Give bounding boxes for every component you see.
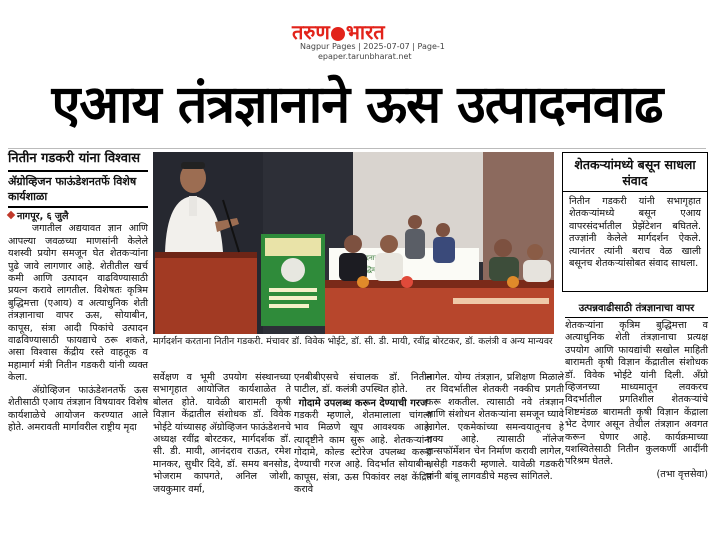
article-column-1 xyxy=(8,150,148,434)
section-subhead-2: उत्पन्नवाढीसाठी तंत्रज्ञानाचा वापर xyxy=(578,303,695,314)
photo-caption: मार्गदर्शन करताना नितीन गडकरी. मंचावर डॉ. विवेक भोईटे, डॉ. सी. डी. मायी, रवींद्र बोरटकर, डॉ. कलंत्री व अन्य मान्यवर xyxy=(153,336,553,347)
divider xyxy=(8,206,148,208)
article-column-2: सर्वेक्षण व भूमी उपयोग संस्थानच्या सभागृहात आयोजित कार्यशाळेत ते बोलत होते. यावेळी बारामती कृषी विज्ञान केंद्रातील संशोधक डॉ. विवेक भोईटे यांच्यासह ॲग्रोव्हिजन फाऊंडेशनचे अध्यक्ष रवींद्र बोरटकर, मार्गदर्शक डॉ. सी. डी. मायी, आनंदराव राऊत, रमेश मानकर, सुधीर दिवे, डॉ. समय बनसोड, भोजराम कापगते, अनिल जोशी, जयकुमार वर्मा, xyxy=(153,372,291,495)
divider xyxy=(8,170,148,172)
masthead xyxy=(0,0,712,62)
site-link[interactable]: epaper.tarunbharat.net xyxy=(318,52,412,61)
event-photo-illustration xyxy=(153,152,554,334)
logo-right: भारत xyxy=(345,20,385,44)
column-5-body: शेतकऱ्यांना कृत्रिम बुद्धिमत्ता व अत्याधुनिक शेती तंत्रज्ञानाचा प्रत्यक्ष उपयोग आणि फायद्यांची सखोल माहिती बारामती कृषी विज्ञान केंद्रातील संशोधक डॉ. विवेक भोईटे यांनी दिली. अँग्रो व्हिजनच्या माध्यमातून लवकरच विदर्भातील प्रगतिशील शेतकऱ्यांचे शिष्टमंडळ बारामती कृषी विज्ञान केंद्राला भेट देणार असून तेथील तंत्रज्ञान अवगत करून घेणार आहे. कार्यक्रमाच्या यशस्वितेसाठी नितीन कुलकर्णी आदींनी परिश्रम घेतले. xyxy=(565,320,708,468)
logo-left: तरुण xyxy=(292,20,330,44)
paragraph-2: ॲग्रोव्हिजन फाऊंडेशनतर्फे ऊस शेतीसाठी एआय तंत्रज्ञान विषयावर विशेष कार्यशाळेचे आयोजन करण्यात आले होते. अमरावती मार्गावरील राष्ट्रीय मृदा xyxy=(8,384,148,433)
banner-text-2: बुद्धिमत्ता xyxy=(360,266,383,274)
event-photo xyxy=(153,152,554,334)
article-column-4: लागेल. योग्य तंत्रज्ञान, प्रशिक्षण मिळाले तर विदर्भातील शेतकरी नक्कीच प्रगती करू शकतील. त्यासाठी नवे तंत्रज्ञान आणि संशोधन शेतकऱ्यांना समजून घ्यावे लागेल. एकमेकांच्या समन्वयातूनच हे शक्य आहे. त्यासाठी नॉलेज ट्रान्सफॉर्मेशन चेन निर्माण करावी लागेल, असेही गडकरी म्हणाले. यावेळी गडकरी यांनी बांबू लागवडीचे महत्त्व सांगितले. xyxy=(426,372,564,483)
banner-text-1: उत्पादनाच्या xyxy=(353,254,384,262)
sidebar-title: शेतकऱ्यांमध्ये बसून साधला संवाद xyxy=(563,153,707,192)
divider xyxy=(565,317,708,318)
article-body xyxy=(8,211,148,434)
column-3-intro: एनबीबीएसचे संचालक डॉ. नितीन पाटील, डॉ. कलंत्री उपस्थित होते. xyxy=(294,372,432,396)
subheadline-secondary: ॲग्रोव्हिजन फाऊंडेशनतर्फे विशेष कार्यशाळा xyxy=(8,175,137,203)
dateline: नागपूर, ६ जुलै xyxy=(8,211,69,222)
sidebar-box xyxy=(562,152,708,292)
column-3-body: गडकरी म्हणाले, शेतमालाला चांगला भाव मिळणे खूप आवश्यक आहे. त्यादृष्टीने काम सुरू आहे. शेतकऱ्यांना गोदामे, कोल्ड स्टोरेज उपलब्ध करून देण्याची गरज आहे. विदर्भात सोयाबीन, कापूस, संत्रा, ऊस पिकांवर लक्ष केंद्रित करावे xyxy=(294,409,432,496)
article-column-5 xyxy=(565,302,708,481)
page-info: Nagpur Pages | 2025-07-07 | Page-1 xyxy=(300,42,445,51)
article-column-3 xyxy=(294,372,432,497)
page-title: एआय तंत्रज्ञानाने ऊस उत्पादनवाढ xyxy=(51,74,663,135)
newspaper-logo[interactable] xyxy=(292,18,385,45)
headline-area xyxy=(8,66,706,149)
paragraph-1: जगातील अद्ययावत ज्ञान आणि आपल्या जवळच्या माणसांनी केलेले यशस्वी प्रयोग समजून घेत शेतकऱ्यांना पुढे जावे लागणार आहे. शेतीतील खर्च कमी आणि उत्पादन वाढविण्यासाठी प्रयत्न करावे लागतील. विशेषतः कृत्रिम बुद्धिमत्ता (एआय) व अत्याधुनिक शेती तंत्रज्ञानाचा वापर ऊस, सोयाबीन, कापूस, संत्रा आदी पिकांचे उत्पादन वाढविण्यासाठी फायद्याचे ठरू शकते, असा विश्वास केंद्रीय रस्ते वाहतूक व महामार्ग मंत्री नितीन गडकरी यांनी व्यक्त केला. xyxy=(8,223,148,384)
signoff: (तभा वृत्तसेवा) xyxy=(656,468,708,480)
logo-dot-icon xyxy=(331,27,345,41)
sidebar-body: नितीन गडकरी यांनी सभागृहात शेतकऱ्यांमध्ये बसून एआय वापरसंदर्भातील प्रेझेंटेशन बघितले. तज्ज्ञांनी केलेले मार्गदर्शन ऐकले. त्यानंतर त्यांनी बराच वेळ खाली बसूनच शेतकऱ्यांसोबत संवाद साधला. xyxy=(569,196,701,270)
section-subhead: गोदामे उपलब्ध करून देण्याची गरज xyxy=(298,397,428,409)
diamond-bullet-icon xyxy=(7,211,15,219)
subheadline: नितीन गडकरी यांना विश्वास xyxy=(8,151,141,166)
